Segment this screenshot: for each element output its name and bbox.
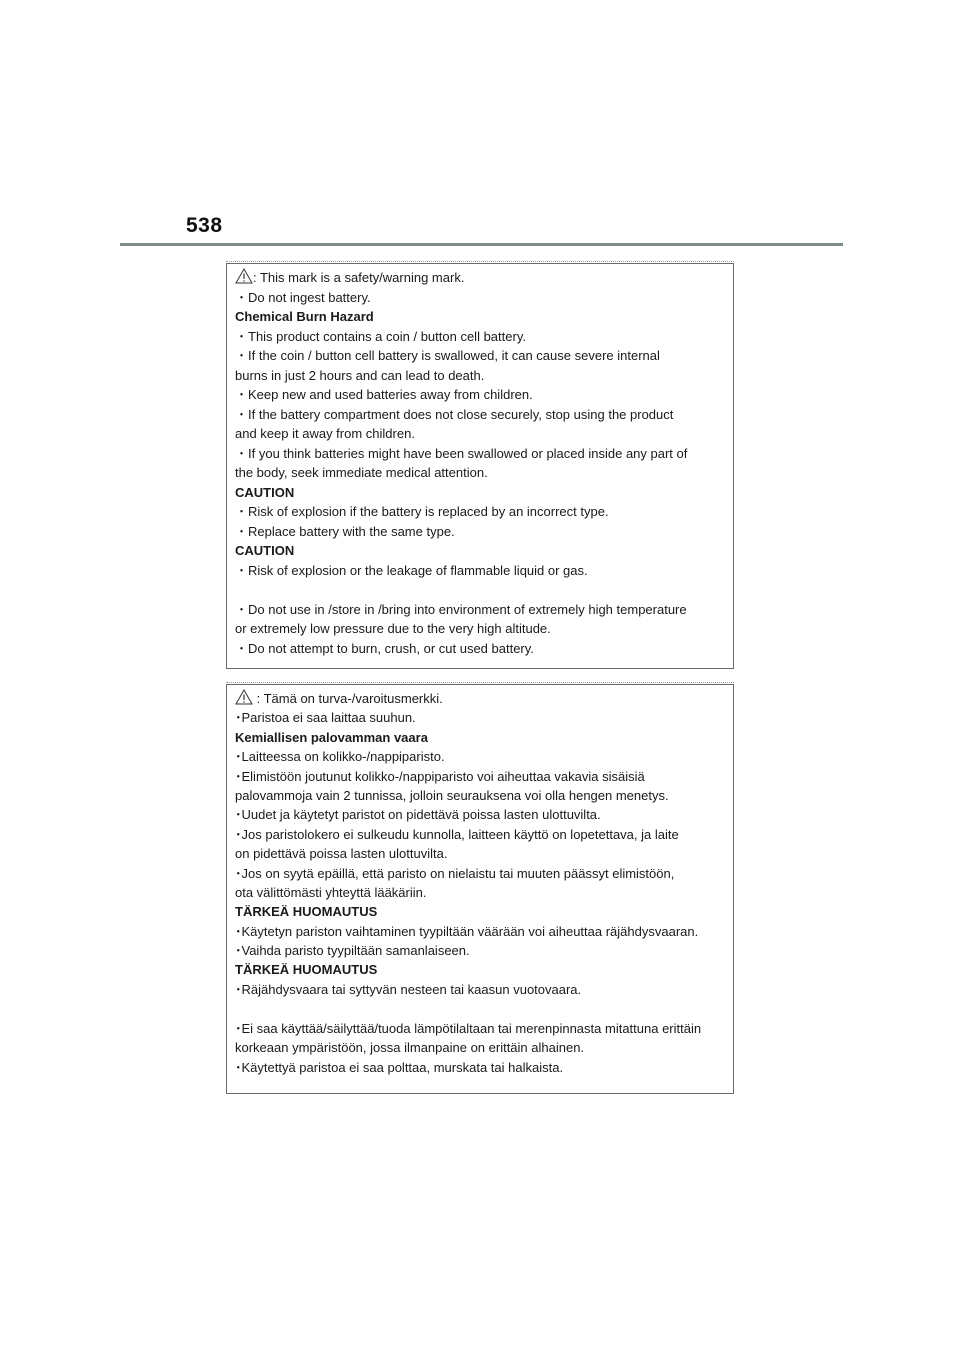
text-line: ・Keep new and used batteries away from children. xyxy=(235,387,533,402)
section-heading: CAUTION xyxy=(235,484,295,500)
text-line: ･Uudet ja käytetyt paristot on pidettävä poissa lasten ulottuvilta. xyxy=(235,807,601,823)
text-line: ･Laitteessa on kolikko-/nappiparisto. xyxy=(235,749,445,765)
text-line: burns in just 2 hours and can lead to death. xyxy=(235,367,485,383)
header-rule xyxy=(120,243,843,246)
text-line: ･Käytetyn pariston vaihtaminen tyypiltään väärään voi aiheuttaa räjähdysvaaran. xyxy=(235,923,699,939)
text-line: the body, seek immediate medical attention. xyxy=(235,465,488,480)
text-line: ・Do not ingest battery. xyxy=(235,289,371,305)
section-heading: Chemical Burn Hazard xyxy=(235,309,374,324)
text-line: ・This product contains a coin / button cell battery. xyxy=(235,328,526,344)
text-line: ･Vaihda paristo tyypiltään samanlaiseen. xyxy=(235,943,470,959)
english-lines xyxy=(235,288,729,659)
blank-line xyxy=(235,580,729,600)
text-line: ･Elimistöön joutunut kolikko-/nappiparisto voi aiheuttaa vakavia sisäisiä xyxy=(235,768,645,784)
english-warning-box xyxy=(226,263,734,669)
finnish-warning-box xyxy=(226,684,734,1094)
text-line: ・Do not use in /store in /bring into environment of extremely high temperature xyxy=(235,601,687,617)
text-line: ・Risk of explosion if the battery is replaced by an incorrect type. xyxy=(235,504,609,519)
text-line: ･Räjähdysvaara tai syttyvän nesteen tai kaasun vuotovaara. xyxy=(235,981,582,997)
section-heading: TÄRKEÄ HUOMAUTUS xyxy=(235,962,378,978)
text-line: ・Replace battery with the same type. xyxy=(235,523,455,539)
finnish-lines xyxy=(235,708,729,1077)
finnish-mark-text: : Tämä on turva-/varoitusmerkki. xyxy=(253,691,443,706)
english-mark-line xyxy=(235,268,729,288)
text-line: ･Jos paristolokero ei sulkeudu kunnolla, laitteen käyttö on lopetettava, ja laite xyxy=(235,826,679,842)
text-line: ・Risk of explosion or the leakage of flammable liquid or gas. xyxy=(235,562,588,578)
text-line: ・If you think batteries might have been swallowed or placed inside any part of xyxy=(235,445,688,461)
finnish-warning-text xyxy=(235,689,729,1077)
warning-triangle-icon xyxy=(235,268,253,284)
section-heading: Kemiallisen palovamman vaara xyxy=(235,729,428,745)
english-mark-text: : This mark is a safety/warning mark. xyxy=(253,270,465,285)
english-warning-text xyxy=(235,268,729,658)
text-line: ･Käytettyä paristoa ei saa polttaa, murskata tai halkaista. xyxy=(235,1059,564,1075)
text-line: and keep it away from children. xyxy=(235,426,415,441)
text-line: ・If the battery compartment does not close securely, stop using the product xyxy=(235,406,674,422)
text-line: ･Jos on syytä epäillä, että paristo on nielaistu tai muuten päässyt elimistöön, xyxy=(235,865,675,881)
finnish-mark-line xyxy=(235,689,729,708)
text-line: ･Ei saa käyttää/säilyttää/tuoda lämpötilaltaan tai merenpinnasta mitattuna erittäin xyxy=(235,1020,702,1036)
text-line: on pidettävä poissa lasten ulottuvilta. xyxy=(235,846,448,862)
text-line: ・Do not attempt to burn, crush, or cut used battery. xyxy=(235,640,534,656)
page-number: 538 xyxy=(186,214,223,237)
text-line: palovammoja vain 2 tunnissa, jolloin seurauksena voi olla hengen menetys. xyxy=(235,787,669,803)
text-line: korkeaan ympäristöön, jossa ilmanpaine on erittäin alhainen. xyxy=(235,1040,585,1056)
text-line: ・If the coin / button cell battery is swallowed, it can cause severe internal xyxy=(235,348,660,363)
section-heading: CAUTION xyxy=(235,543,295,558)
text-line: ota välittömästi yhteyttä lääkäriin. xyxy=(235,884,427,900)
section-heading: TÄRKEÄ HUOMAUTUS xyxy=(235,904,378,920)
blank-line xyxy=(235,999,729,1019)
warning-triangle-icon xyxy=(235,689,253,705)
text-line: ･Paristoa ei saa laittaa suuhun. xyxy=(235,710,416,726)
text-line: or extremely low pressure due to the very high altitude. xyxy=(235,621,551,636)
